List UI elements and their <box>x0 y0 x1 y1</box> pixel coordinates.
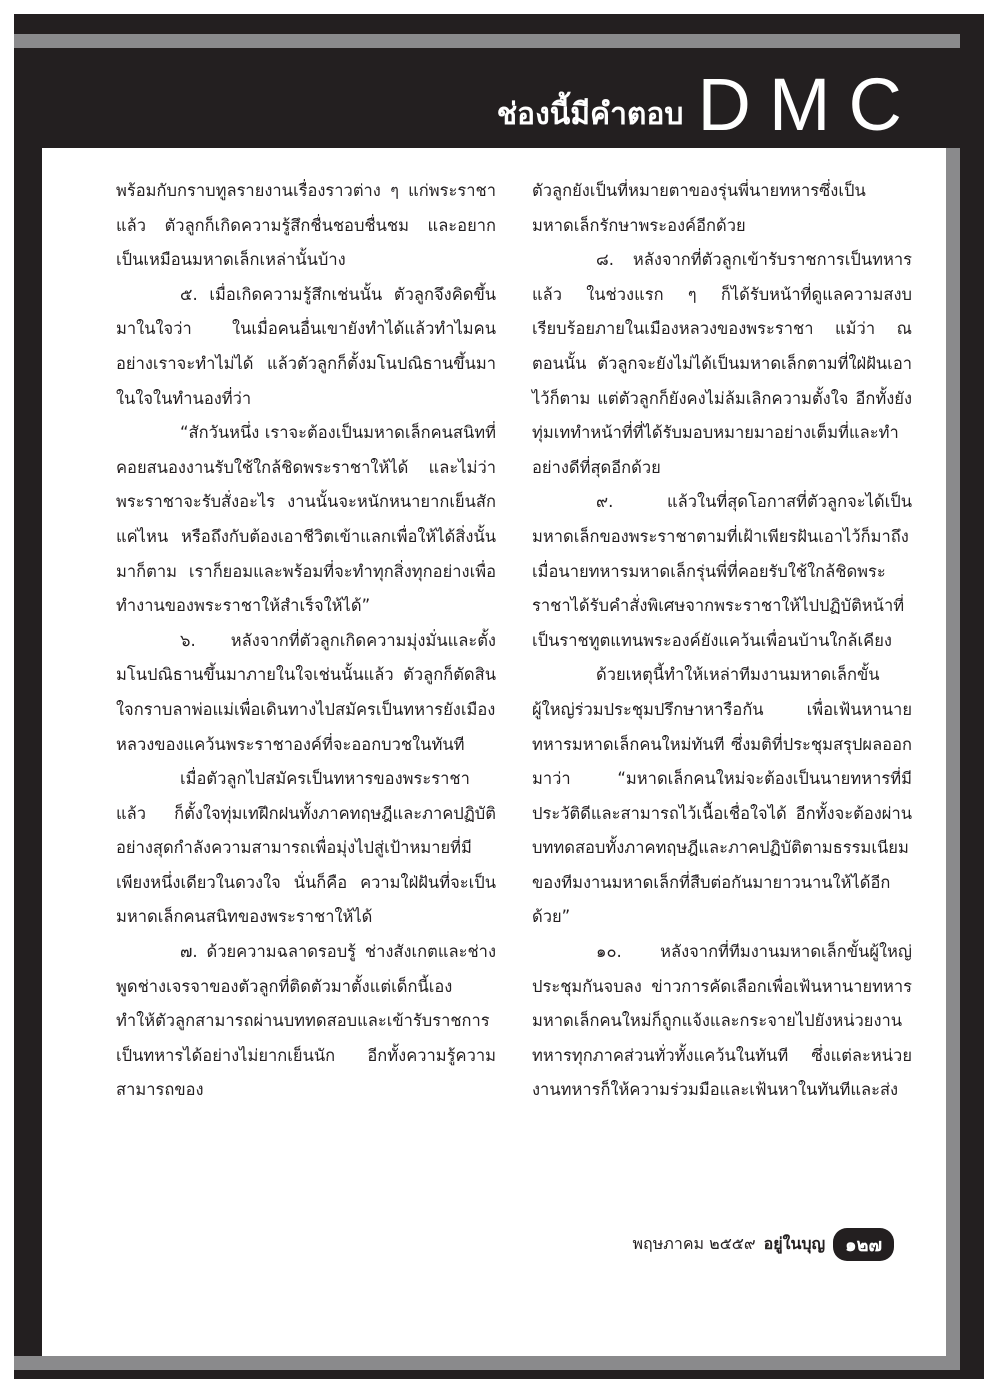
bottom-accent-bar <box>14 1356 960 1370</box>
issue-date: พฤษภาคม ๒๕๕๙ <box>632 1234 756 1253</box>
paragraph: ๑๐. หลังจากที่ทีมงานมหาดเล็กขั้นผู้ใหญ่ประชุมกันจบลง ข่าวการคัดเลือกเพื่อเฟ้นหานายทหารมหาดเล็กคนใหม่ก็ถูกแจ้งและกระจายไปยังหน่วยงานทหารทุกภาคส่วนทั่วทั้งแคว้นในทันที ซึ่งแต่ละหน่วยงานทหารก็ให้ความร่วมมือและเฟ้นหาในทันทีและส่ง <box>532 942 912 1100</box>
paragraph: ๕. เมื่อเกิดความรู้สึกเช่นนั้น ตัวลูกจึงคิดขึ้นมาในใจว่า ในเมื่อคนอื่นเขายังทำได้แล้วทำไมคนอย่างเราจะทำไม่ได้ แล้วตัวลูกก็ตั้งมโนปณิธานขึ้นมาในใจในทำนองที่ว่า <box>116 284 496 408</box>
page-footer <box>633 1228 895 1261</box>
left-column <box>116 174 496 1108</box>
paragraph: ๘. หลังจากที่ตัวลูกเข้ารับราชการเป็นทหารแล้ว ในช่วงแรก ๆ ก็ได้รับหน้าที่ดูแลความสงบเรียบร้อยภายในเมืองหลวงของพระราชา แม้ว่า ณ ตอนนั้น ตัวลูกจะยังไม่ได้เป็นมหาดเล็กตามที่ใฝ่ฝันเอาไว้ก็ตาม แต่ตัวลูกก็ยังคงไม่ล้มเลิกความตั้งใจ อีกทั้งยังทุ่มเททำหน้าที่ที่ได้รับมอบหมายมาอย่างเต็มที่และทำอย่างดีที่สุดอีกด้วย <box>532 250 912 477</box>
paragraph: พร้อมกับกราบทูลรายงานเรื่องราวต่าง ๆ แก่พระราชาแล้ว ตัวลูกก็เกิดความรู้สึกชื่นชอบชื่นชม และอยากเป็นเหมือนมหาดเล็กเหล่านั้นบ้าง <box>116 181 496 270</box>
right-column <box>532 174 912 1108</box>
quote-paragraph: “สักวันหนึ่ง เราจะต้องเป็นมหาดเล็กคนสนิทที่คอยสนองงานรับใช้ใกล้ชิดพระราชาให้ได้ และไม่ว่าพระราชาจะรับสั่งอะไร งานนั้นจะหนักหนายากเย็นสักแค่ไหน หรือถึงกับต้องเอาชีวิตเข้าแลกเพื่อให้ได้สิ่งนั้นมาก็ตาม เราก็ยอมและพร้อมที่จะทำทุกสิ่งทุกอย่างเพื่อทำงานของพระราชาให้สำเร็จให้ได้” <box>116 423 496 616</box>
article-panel <box>42 148 946 1356</box>
top-accent-bar <box>14 34 960 48</box>
column-header <box>496 62 920 146</box>
header-title-dmc: DMC <box>697 63 920 146</box>
paragraph: เมื่อตัวลูกไปสมัครเป็นทหารของพระราชาแล้ว ก็ตั้งใจทุ่มเทฝึกฝนทั้งภาคทฤษฎีและภาคปฏิบัติอย่างสุดกำลังความสามารถเพื่อมุ่งไปสู่เป้าหมายที่มีเพียงหนึ่งเดียวในดวงใจ นั่นก็คือ ความใฝ่ฝันที่จะเป็นมหาดเล็กคนสนิทของพระราชาให้ได้ <box>116 769 496 927</box>
header-title-thai: ช่องนี้มีคำตอบ <box>496 97 684 132</box>
magazine-name: อยู่ในบุญ <box>763 1234 826 1253</box>
page-number-badge: ๑๒๗ <box>833 1228 894 1261</box>
paragraph: ตัวลูกยังเป็นที่หมายตาของรุ่นพี่นายทหารซึ่งเป็นมหาดเล็กรักษาพระองค์อีกด้วย <box>532 181 866 235</box>
paragraph: ๙. แล้วในที่สุดโอกาสที่ตัวลูกจะได้เป็นมหาดเล็กของพระราชาตามที่เฝ้าเพียรฝันเอาไว้ก็มาถึง เมื่อนายทหารมหาดเล็กรุ่นพี่ที่คอยรับใช้ใกล้ชิดพระราชาได้รับคำสั่งพิเศษจากพระราชาให้ไปปฏิบัติหน้าที่เป็นราชทูตแทนพระองค์ยังแคว้นเพื่อนบ้านใกล้เคียง <box>532 492 912 650</box>
paragraph: ๖. หลังจากที่ตัวลูกเกิดความมุ่งมั่นและตั้งมโนปณิธานขึ้นมาภายในใจเช่นนั้นแล้ว ตัวลูกก็ตัดสินใจกราบลาพ่อแม่เพื่อเดินทางไปสมัครเป็นทหารยังเมืองหลวงของแคว้นพระราชาองค์ที่จะออกบวชในทันที <box>116 630 496 754</box>
paragraph: ๗. ด้วยความฉลาดรอบรู้ ช่างสังเกตและช่างพูดช่างเจรจาของตัวลูกที่ติดตัวมาตั้งแต่เด็กนี้เอง ทำให้ตัวลูกสามารถผ่านบททดสอบและเข้ารับราชการเป็นทหารได้อย่างไม่ยากเย็นนัก อีกทั้งความรู้ความสามารถของ <box>116 942 496 1100</box>
paragraph: ด้วยเหตุนี้ทำให้เหล่าทีมงานมหาดเล็กขั้นผู้ใหญ่ร่วมประชุมปรึกษาหารือกัน เพื่อเฟ้นหานายทหารมหาดเล็กคนใหม่ทันที ซึ่งมติที่ประชุมสรุปผลออกมาว่า “มหาดเล็กคนใหม่จะต้องเป็นนายทหารที่มีประวัติดีและสามารถไว้เนื้อเชื่อใจได้ อีกทั้งจะต้องผ่านบททดสอบทั้งภาคทฤษฎีและภาคปฏิบัติตามธรรมเนียมของทีมงานมหาดเล็กที่สืบต่อกันมายาวนานให้ได้อีกด้วย” <box>532 665 912 927</box>
right-accent-bar <box>946 148 960 1370</box>
